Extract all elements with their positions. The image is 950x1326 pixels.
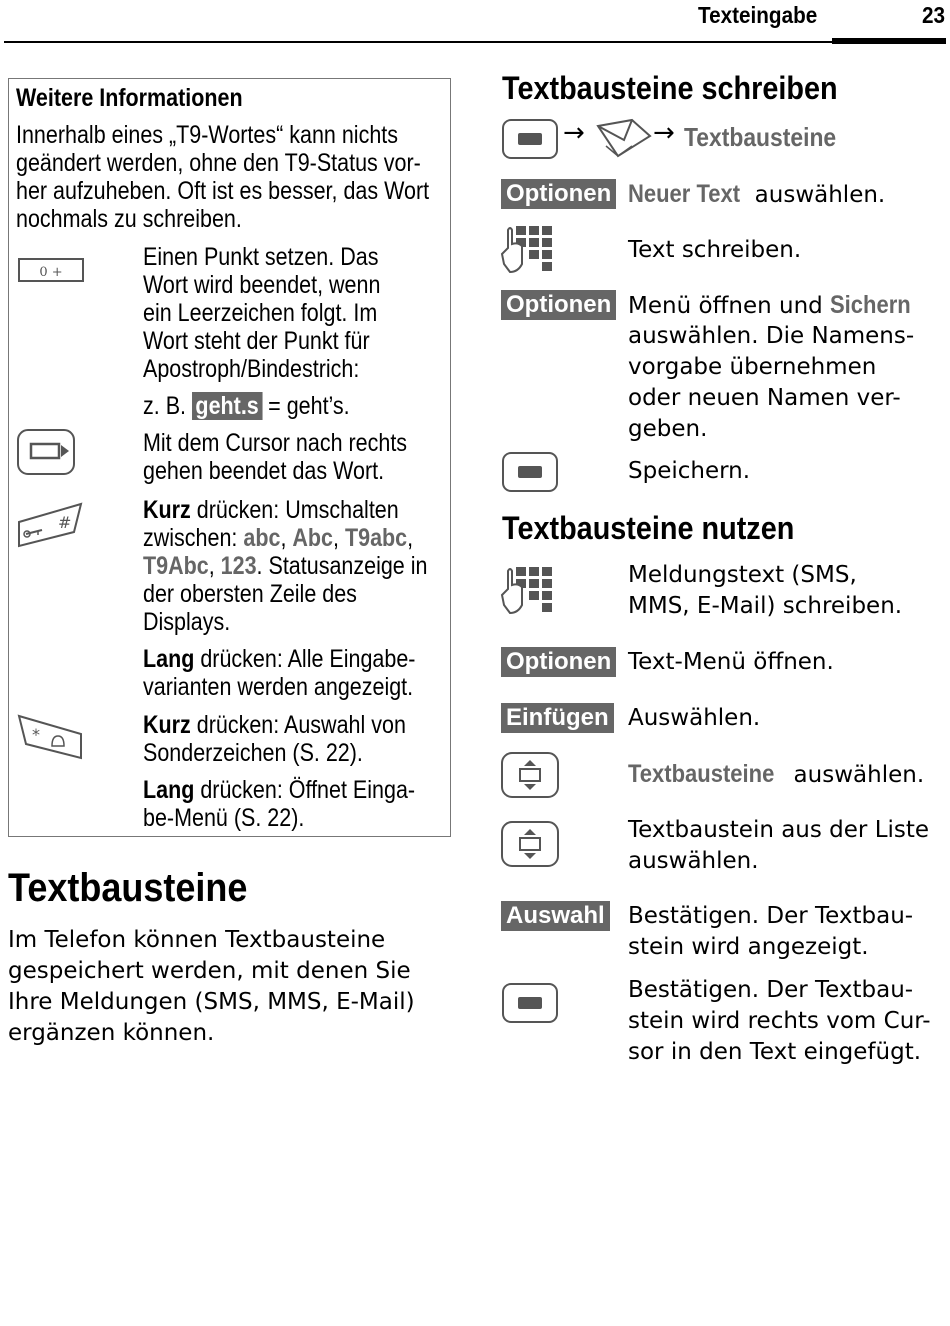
info-intro-line: Innerhalb eines „T9-Wortes“ kann nichts (16, 121, 399, 149)
zero-key-text: Wort steht der Punkt für (143, 327, 370, 355)
step-text: Text schreiben. (628, 237, 802, 263)
path-target: Textbausteine (684, 122, 837, 152)
star-key-long-text: be-Menü (S. 22). (143, 804, 305, 832)
step-text: Speichern. (628, 458, 751, 484)
intro-paragraph-line: gespeichert werden, mit denen Sie (8, 958, 411, 984)
star-key-long-text: Lang drücken: Öffnet Einga- (143, 776, 416, 804)
section-heading-write: Textbausteine schreiben (502, 70, 838, 106)
keypad-icon (500, 565, 554, 617)
zero-key-text: Wort wird beendet, wenn (143, 271, 381, 299)
example-key-display: geht.s (192, 392, 262, 420)
info-intro-line: geändert werden, ohne den T9-Status vor- (16, 149, 421, 177)
softkey-einfuegen[interactable]: Einfügen (501, 703, 614, 733)
step-text: Neuer Text auswählen. (628, 180, 886, 208)
info-intro-line: her aufzuheben. Oft ist es besser, das Wort (16, 177, 430, 205)
page-header (0, 0, 950, 46)
step-text: MMS, E-Mail) schreiben. (628, 593, 903, 619)
zero-key-text: Apostroph/Bindestrich: (143, 355, 360, 383)
step-text: stein wird rechts vom Cur- (628, 1008, 931, 1034)
header-rule (4, 41, 946, 43)
step-text: Textbaustein aus der Liste (628, 817, 930, 843)
navigation-key-icon (501, 752, 559, 798)
svg-text:*: * (32, 725, 40, 744)
header-tab-marker (832, 38, 946, 44)
hash-key-icon (16, 500, 86, 550)
step-text: auswählen. (628, 848, 759, 874)
step-text: Text-Menü öffnen. (628, 649, 834, 675)
intro-paragraph-line: ergänzen können. (8, 1020, 215, 1046)
softkey-icon (502, 983, 558, 1023)
step-text: Bestätigen. Der Textbau- (628, 977, 914, 1003)
zero-key-text: Einen Punkt setzen. Das (143, 243, 379, 271)
softkey-optionen[interactable]: Optionen (501, 179, 616, 209)
main-heading: Textbausteine (8, 866, 248, 910)
info-intro-line: nochmals zu schreiben. (16, 205, 242, 233)
path-arrow: → (653, 118, 675, 148)
hash-key-long-text: varianten werden angezeigt. (143, 673, 414, 701)
info-box-title: Weitere Informationen (16, 84, 243, 112)
hash-key-text: T9Abc, 123. Statusanzeige in (143, 552, 428, 580)
hash-key-text: Kurz drücken: Umschalten (143, 496, 399, 524)
step-text: Meldungstext (SMS, (628, 562, 857, 588)
example-line: z. B. geht.s = geht’s. (143, 392, 350, 420)
step-text: Auswählen. (628, 705, 761, 731)
header-title: Texteingabe (698, 2, 818, 28)
step-text: oder neuen Namen ver- (628, 385, 901, 411)
step-text: geben. (628, 416, 708, 442)
navigation-key-icon (501, 821, 559, 867)
step-text: Menü öffnen und Sichern (628, 291, 911, 319)
step-text: Textbausteine auswählen. (628, 760, 925, 788)
page-number: 23 (922, 2, 946, 28)
zero-key-text: ein Leerzeichen folgt. Im (143, 299, 378, 327)
envelope-icon (592, 116, 654, 160)
zero-key-icon (16, 256, 86, 286)
svg-text:0 +: 0 + (39, 265, 63, 280)
softkey-optionen[interactable]: Optionen (501, 290, 616, 320)
star-key-icon (16, 712, 86, 762)
hash-key-long-text: Lang drücken: Alle Eingabe- (143, 645, 416, 673)
cursor-right-key-icon (16, 428, 76, 476)
step-text: Bestätigen. Der Textbau- (628, 903, 914, 929)
hash-key-text: der obersten Zeile des (143, 580, 357, 608)
step-text: stein wird angezeigt. (628, 934, 869, 960)
path-arrow: → (563, 118, 585, 148)
cursor-key-text: Mit dem Cursor nach rechts (143, 429, 408, 457)
cursor-key-text: gehen beendet das Wort. (143, 457, 385, 485)
star-key-text: Sonderzeichen (S. 22). (143, 739, 363, 767)
hash-key-text: Displays. (143, 608, 231, 636)
intro-paragraph-line: Ihre Meldungen (SMS, MMS, E-Mail) (8, 989, 415, 1015)
star-key-text: Kurz drücken: Auswahl von (143, 711, 406, 739)
softkey-auswahl[interactable]: Auswahl (501, 901, 610, 931)
step-text: sor in den Text eingefügt. (628, 1039, 922, 1065)
softkey-optionen[interactable]: Optionen (501, 647, 616, 677)
svg-text:#: # (58, 513, 72, 532)
step-text: auswählen. Die Namens- (628, 323, 915, 349)
softkey-icon (502, 452, 558, 492)
step-text: vorgabe übernehmen (628, 354, 877, 380)
keypad-icon (500, 224, 554, 276)
softkey-icon (502, 119, 558, 159)
section-heading-use: Textbausteine nutzen (502, 510, 795, 546)
hash-key-text: zwischen: abc, Abc, T9abc, (143, 524, 414, 552)
intro-paragraph-line: Im Telefon können Textbausteine (8, 927, 386, 953)
